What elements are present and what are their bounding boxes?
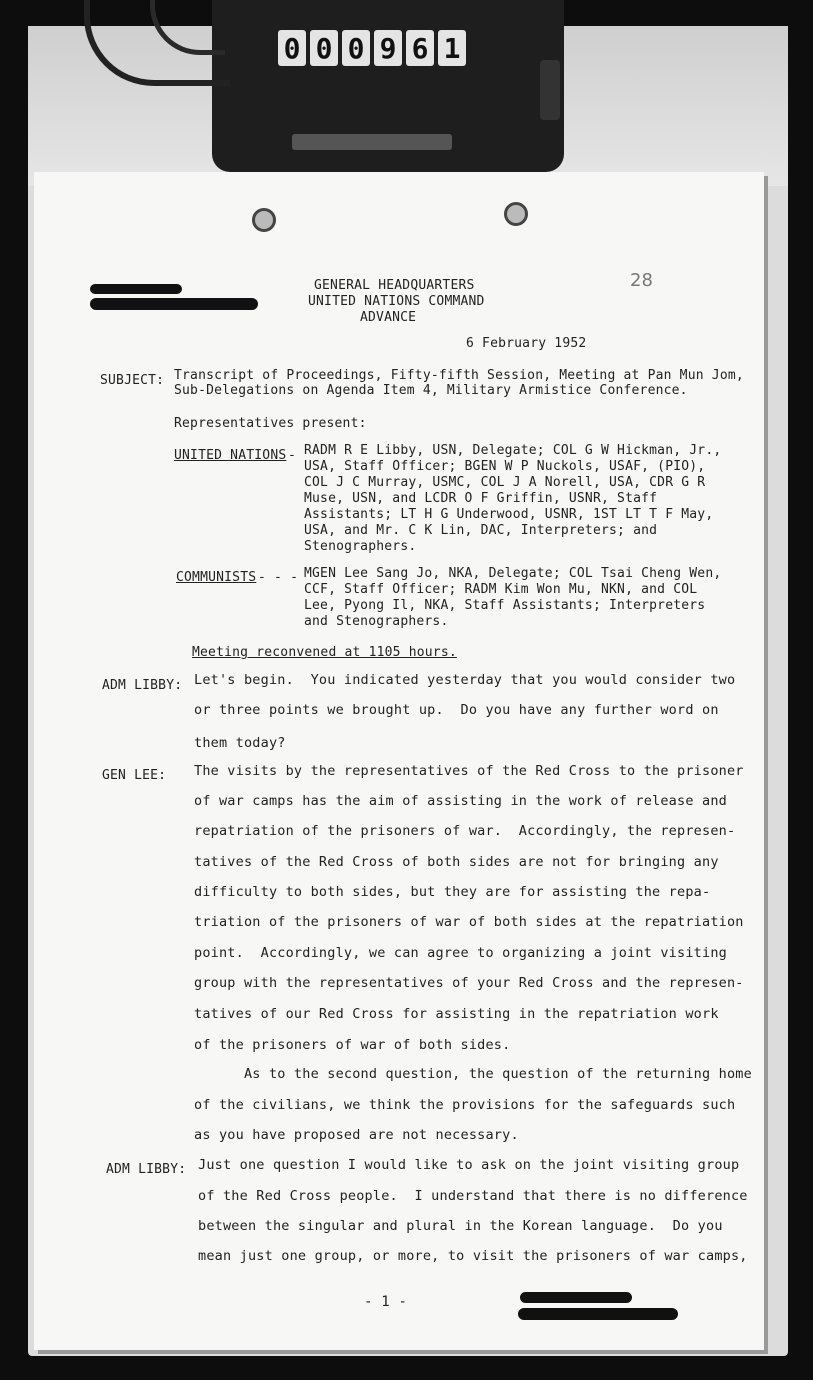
counter-slot <box>292 134 452 150</box>
united-nations-line: USA, Staff Officer; BGEN W P Nuckols, USAF, (PIO), <box>304 459 706 474</box>
communists-dash: - - - <box>258 570 299 585</box>
header-line-3: ADVANCE <box>360 310 417 325</box>
speech-line: difficulty to both sides, but they are for assisting the repa- <box>194 884 711 900</box>
counter-knob <box>540 60 560 120</box>
united-nations-label: UNITED NATIONS <box>174 448 287 463</box>
speaker-label: GEN LEE: <box>102 768 167 783</box>
speaker-label: ADM LIBBY: <box>102 678 183 693</box>
speech-line: group with the representatives of your Red Cross and the represen- <box>194 975 744 991</box>
counter-digit: 0 <box>342 30 370 66</box>
united-nations-line: COL J C Murray, USMC, COL J A Norell, USA, CDR G R <box>304 475 706 490</box>
speech-line: repatriation of the prisoners of war. Accordingly, the represen- <box>194 823 736 839</box>
speech-line: As to the second question, the question of the returning home <box>194 1066 752 1082</box>
punch-hole <box>504 202 528 226</box>
speech-line: Just one question I would like to ask on the joint visiting group <box>198 1157 740 1173</box>
speech-line: of the Red Cross people. I understand that there is no difference <box>198 1188 748 1204</box>
communists-line: and Stenographers. <box>304 614 449 629</box>
redaction-bar <box>520 1292 632 1303</box>
united-nations-line: Muse, USN, and LCDR O F Griffin, USNR, Staff <box>304 491 658 506</box>
counter-digit: 9 <box>374 30 402 66</box>
speech-line: mean just one group, or more, to visit the prisoners of war camps, <box>198 1248 748 1264</box>
united-nations-line: Assistants; LT H G Underwood, USNR, 1ST LT T F May, <box>304 507 714 522</box>
subject-label: SUBJECT: <box>100 373 165 388</box>
punch-hole <box>252 208 276 232</box>
meeting-note: Meeting reconvened at 1105 hours. <box>192 645 457 660</box>
redaction-bar <box>90 298 258 310</box>
counter-digit: 1 <box>438 30 466 66</box>
pencil-annotation: 28 <box>630 270 653 291</box>
counter-digit: 0 <box>278 30 306 66</box>
redaction-bar <box>518 1308 678 1320</box>
speech-line: tatives of our Red Cross for assisting in the repatriation work <box>194 1006 719 1022</box>
speech-line: Let's begin. You indicated yesterday that you would consider two <box>194 672 736 688</box>
counter-digit: 0 <box>310 30 338 66</box>
communists-label: COMMUNISTS <box>176 570 257 585</box>
speech-line: them today? <box>194 735 286 751</box>
speech-line: of the civilians, we think the provisions for the safeguards such <box>194 1097 736 1113</box>
communists-line: MGEN Lee Sang Jo, NKA, Delegate; COL Tsai Cheng Wen, <box>304 566 722 581</box>
page-number: - 1 - <box>364 1294 408 1310</box>
speech-line: of war camps has the aim of assisting in the work of release and <box>194 793 727 809</box>
communists-line: CCF, Staff Officer; RADM Kim Won Mu, NKN, and COL <box>304 582 698 597</box>
counter-digit: 6 <box>406 30 434 66</box>
subject-line: Sub-Delegations on Agenda Item 4, Military Armistice Conference. <box>174 383 688 398</box>
united-nations-line: USA, and Mr. C K Lin, DAC, Interpreters; and <box>304 523 658 538</box>
speech-line: or three points we brought up. Do you have any further word on <box>194 702 719 718</box>
subject-line: Transcript of Proceedings, Fifty-fifth Session, Meeting at Pan Mun Jom, <box>174 368 744 383</box>
redaction-bar <box>90 284 182 294</box>
communists-line: Lee, Pyong Il, NKA, Staff Assistants; Interpreters <box>304 598 706 613</box>
speaker-label: ADM LIBBY: <box>106 1162 187 1177</box>
speech-line: of the prisoners of war of both sides. <box>194 1037 511 1053</box>
document-page <box>34 172 764 1350</box>
united-nations-line: Stenographers. <box>304 539 417 554</box>
header-line-1: GENERAL HEADQUARTERS <box>314 278 475 293</box>
speech-line: as you have proposed are not necessary. <box>194 1127 519 1143</box>
united-nations-line: RADM R E Libby, USN, Delegate; COL G W Hickman, Jr., <box>304 443 722 458</box>
document-date: 6 February 1952 <box>466 336 587 351</box>
speech-line: point. Accordingly, we can agree to organizing a joint visiting <box>194 945 727 961</box>
united-nations-dash: - <box>288 448 297 463</box>
header-line-2: UNITED NATIONS COMMAND <box>308 294 485 309</box>
speech-line: The visits by the representatives of the Red Cross to the prisoner <box>194 763 744 779</box>
representatives-heading: Representatives present: <box>174 416 367 431</box>
speech-line: triation of the prisoners of war of both sides at the repatriation <box>194 914 744 930</box>
frame-counter <box>278 30 466 68</box>
speech-line: tatives of the Red Cross of both sides are not for bringing any <box>194 854 719 870</box>
speech-line: between the singular and plural in the Korean language. Do you <box>198 1218 723 1234</box>
